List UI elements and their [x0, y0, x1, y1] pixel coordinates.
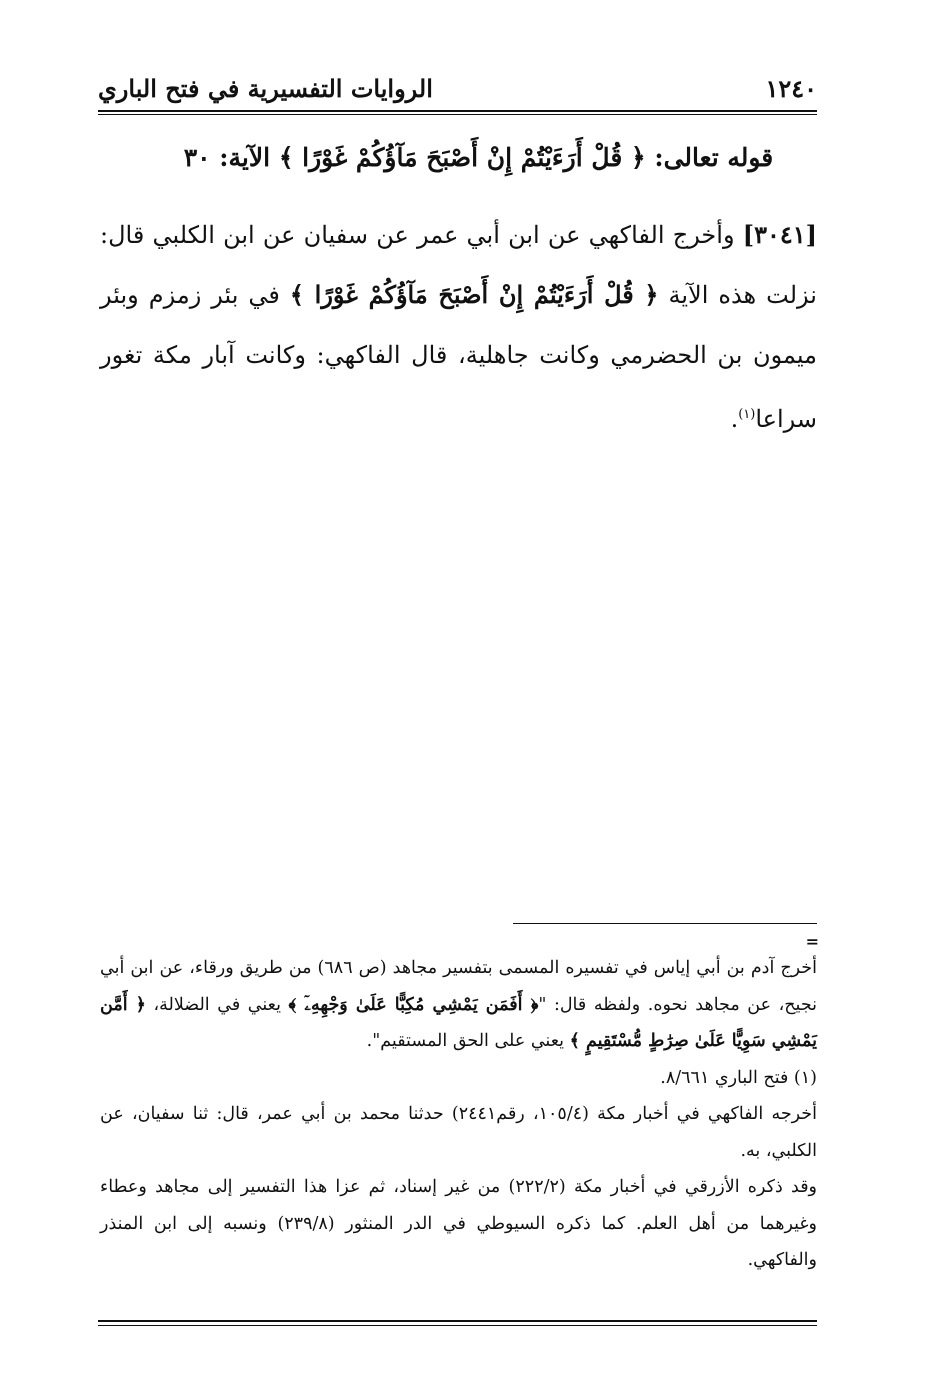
report-number: [٣٠٤١] — [742, 220, 817, 249]
paragraph-end: . — [730, 405, 739, 433]
section-heading — [140, 143, 817, 172]
carryover-text-3: يعني على الحق المستقيم". — [366, 1031, 565, 1051]
heading-suffix: الآية: ٣٠ — [183, 143, 271, 172]
header-rule-thin — [98, 114, 817, 115]
paragraph-text-2: في بئر زمزم وبئر ميمون بن الحضرمي وكانت جاهلية، قال الفاكهي: وكانت آبار مكة تغور سراعا — [100, 281, 817, 433]
main-paragraph — [100, 205, 817, 449]
footnote-1-more: وقد ذكره الأزرقي في أخبار مكة (٢٢٢/٢) من غير إسناد، ثم عزا هذا التفسير إلى مجاهد وعطاء وغيرهما من أهل العلم. كما ذكره السيوطي في الدر المنثور (٢٣٩/٨) ونسبه إلى ابن المنذر والفاكهي. — [100, 1177, 818, 1270]
bottom-rule — [98, 1320, 817, 1322]
carryover-verse-1: ﴿ أَفَمَن يَمْشِي مُكِبًّا عَلَىٰ وَجْهِهِۦٓ ﴾ — [288, 994, 539, 1015]
carryover-text-2: يعني في الضلالة، — [153, 994, 281, 1015]
heading-prefix: قوله تعالى: — [654, 143, 774, 172]
footnote-reference[interactable]: (١) — [738, 407, 756, 422]
footnote-1-detail: أخرجه الفاكهي في أخبار مكة (١٠٥/٤، رقم٢٤٤١) حدثنا محمد بن أبي عمر، قال: ثنا سفيان، عن الكلبي، به. — [100, 1104, 817, 1161]
footnote-carryover — [100, 950, 817, 1060]
continuation-mark: = — [805, 932, 819, 951]
footnotes — [100, 950, 817, 1279]
carryover-verse-2: ﴿ أَمَّن يَمْشِي سَوِيًّا عَلَىٰ صِرَٰطٍ مُّسْتَقِيمٍ ﴾ — [100, 994, 817, 1051]
page-number: ١٢٤٠ — [765, 74, 817, 103]
bottom-rule-thin — [98, 1325, 817, 1326]
carryover-text-1: أخرج آدم بن أبي إياس في تفسيره المسمى بتفسير مجاهد (ص ٦٨٦) من طريق ورقاء، عن ابن أبي نجيح، عن مجاهد نحوه. ولفظه قال: " — [100, 958, 817, 1015]
quran-verse: ﴿ قُلْ أَرَءَيْتُمْ إِنْ أَصْبَحَ مَآؤُكُمْ غَوْرًا ﴾ — [289, 280, 659, 309]
page-header — [98, 68, 817, 108]
paragraph-text-1: وأخرج الفاكهي عن ابن أبي عمر عن سفيان عن ابن الكلبي قال: نزلت هذه الآية — [100, 221, 817, 309]
footnote-1: (١) فتح الباري ٨/٦٦١. — [660, 1067, 817, 1088]
header-rule — [98, 110, 817, 112]
running-title: الروايات التفسيرية في فتح الباري — [98, 74, 433, 103]
heading-verse: ﴿ قُلْ أَرَءَيْتُمْ إِنْ أَصْبَحَ مَآؤُكُمْ غَوْرًا ﴾ — [278, 143, 646, 172]
footnote-separator — [513, 923, 817, 924]
